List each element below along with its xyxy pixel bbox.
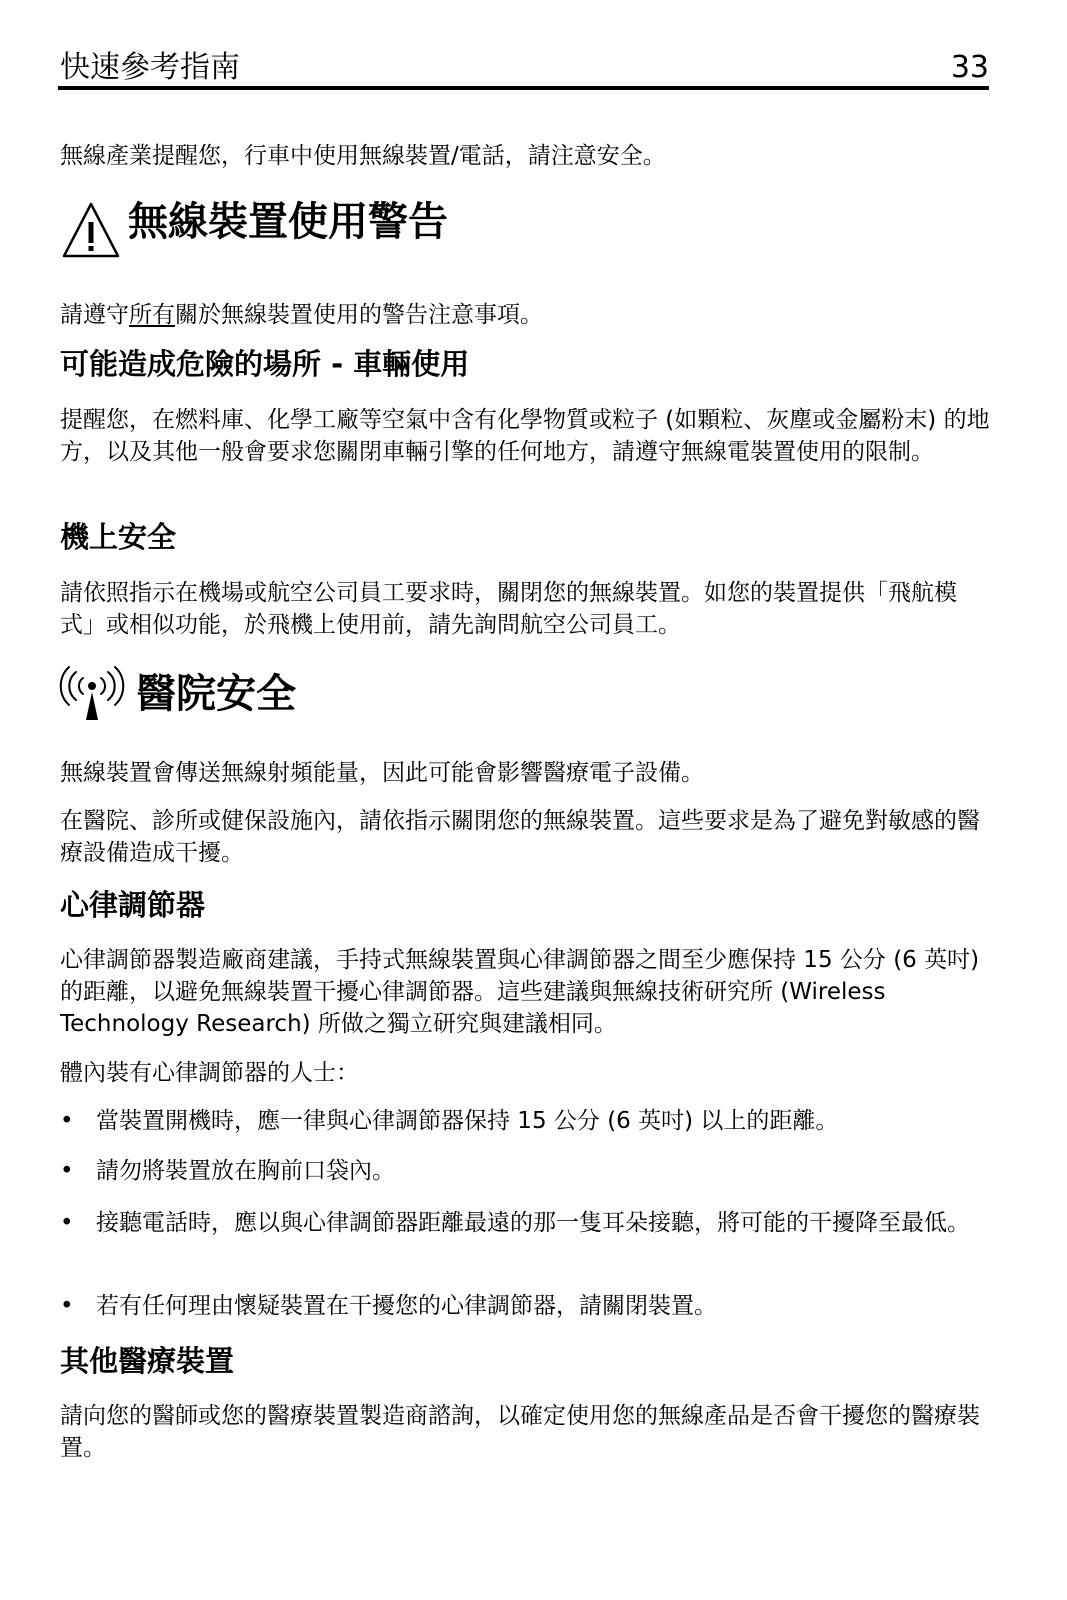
warning-section-paragraph: 請遵守所有關於無線裝置使用的警告注意事項。 bbox=[60, 302, 543, 328]
page-number: 33 bbox=[950, 50, 989, 85]
hospital-section-title: 醫院安全 bbox=[136, 671, 296, 717]
bullet-marker: • bbox=[60, 1108, 74, 1134]
header-rule bbox=[58, 86, 989, 90]
list-item bbox=[60, 1207, 990, 1271]
bullet-marker: • bbox=[60, 1293, 74, 1319]
list-item-text: 若有任何理由懷疑裝置在干擾您的心律調節器，請關閉裝置。 bbox=[96, 1293, 717, 1319]
list-item bbox=[60, 1290, 990, 1322]
intro-text: 無線產業提醒您，行車中使用無線裝置/電話，請注意安全。 bbox=[60, 143, 666, 169]
warning-triangle-icon bbox=[60, 200, 122, 260]
pacemaker-list-intro: 體內裝有心律調節器的人士： bbox=[60, 1060, 359, 1086]
hazard-section-title: 可能造成危險的場所 - 車輛使用 bbox=[60, 347, 470, 381]
list-item-text: 當裝置開機時，應一律與心律調節器保持 15 公分 (6 英吋) 以上的距離。 bbox=[96, 1108, 839, 1134]
other-devices-section-body: 請向您的醫師或您的醫療裝置製造商諮詢，以確定使用您的無線產品是否會干擾您的醫療裝置。 bbox=[60, 1403, 980, 1461]
hazard-section-body: 提醒您，在燃料庫、化學工廠等空氣中含有化學物質或粒子 (如顆粒、灰塵或金屬粉末) 的地方，以及其他一般會要求您關閉車輛引擎的任何地方，請遵守無線電裝置使用的限制。 bbox=[60, 407, 990, 465]
header-title: 快速參考指南 bbox=[60, 50, 240, 85]
aircraft-section-body: 請依照指示在機場或航空公司員工要求時，關閉您的無線裝置。如您的裝置提供「飛航模式」或相似功能，於飛機上使用前，請先詢問航空公司員工。 bbox=[60, 580, 957, 638]
radio-wave-icon bbox=[58, 664, 126, 722]
hospital-section-para-1: 無線裝置會傳送無線射頻能量，因此可能會影響醫療電子設備。 bbox=[60, 760, 704, 786]
hospital-section-para-2: 在醫院、診所或健保設施內，請依指示關閉您的無線裝置。這些要求是為了避免對敏感的醫療設備造成干擾。 bbox=[60, 808, 980, 866]
list-item-text: 請勿將裝置放在胸前口袋內。 bbox=[96, 1158, 395, 1184]
pacemaker-section-body: 心律調節器製造廠商建議，手持式無線裝置與心律調節器之間至少應保持 15 公分 (6 英吋) 的距離，以避免無線裝置干擾心律調節器。這些建議與無線技術研究所 (Wireless Technology Research) 所做之獨立研究與建議相同。 bbox=[60, 947, 980, 1037]
aircraft-section-title: 機上安全 bbox=[60, 520, 177, 554]
list-item-text: 接聽電話時，應以與心律調節器距離最遠的那一隻耳朵接聽，將可能的干擾降至最低。 bbox=[96, 1210, 970, 1236]
other-devices-section-title: 其他醫療裝置 bbox=[60, 1344, 235, 1378]
pacemaker-section-title: 心律調節器 bbox=[60, 888, 206, 922]
list-item bbox=[60, 1155, 990, 1187]
warning-section-title: 無線裝置使用警告 bbox=[128, 199, 448, 245]
bullet-marker: • bbox=[60, 1158, 74, 1184]
list-item bbox=[60, 1105, 990, 1137]
bullet-marker: • bbox=[60, 1210, 74, 1236]
